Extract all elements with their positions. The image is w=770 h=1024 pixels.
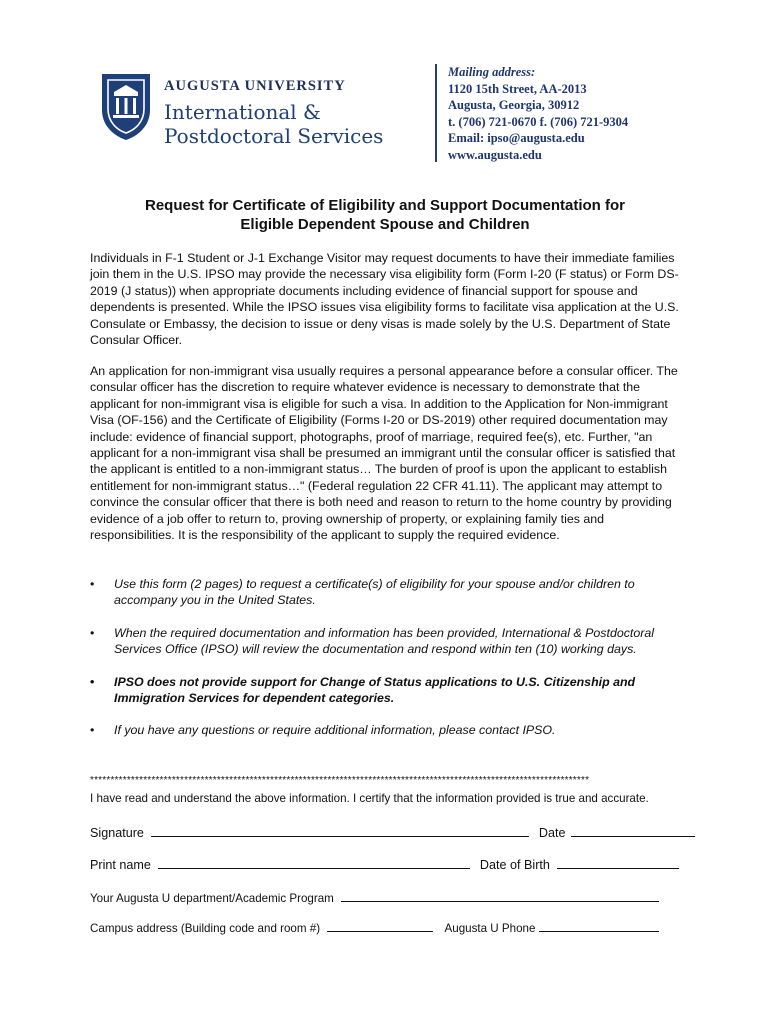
print-name-row <box>90 856 679 872</box>
title-line2: Eligible Dependent Spouse and Children <box>240 216 530 233</box>
date-field[interactable] <box>571 824 695 837</box>
bullet-text: If you have any questions or require additional information, please contact IPSO. <box>114 723 556 738</box>
date-label: Date <box>538 826 566 840</box>
signature-label: Signature <box>90 826 144 840</box>
list-item <box>90 576 700 609</box>
signature-field[interactable] <box>151 824 529 837</box>
mailing-title: Mailing address: <box>448 65 536 79</box>
bullet-text: IPSO does not provide support for Change of Status applications to U.S. Citizenship and Immigration Services for dependent categories. <box>114 674 636 706</box>
department-row <box>90 889 659 905</box>
page-title <box>60 196 710 234</box>
mailing-address-block <box>448 64 628 163</box>
bullet-text: When the required documentation and information has been provided, International & Postdoctoral Services Office (IPSO) will review the documentation and respond within ten (10) working days. <box>114 625 655 657</box>
phone-field[interactable] <box>539 919 659 932</box>
separator-line: ************************************************************************************************************************** <box>90 775 590 786</box>
department-field[interactable] <box>341 889 659 902</box>
consular-paragraph: An application for non-immigrant visa usually requires a personal appearance before a consular officer. The consular officer has the discretion to require whatever evidence is necessary to demonstrate that the applicant for non-immigrant visa is eligible for such a visa. In addition to the Application for Non-immigrant Visa (OF-156) and the Certificate of Eligibility (Forms I-20 or DS-2019) other required documentation may include: evidence of financial support, photographs, proof of marriage, required fee(s), etc. Further, "an applicant for a non-immigrant visa shall be presumed an immigrant until the consular officer is satisfied that the applicant is entitled to a non-immigrant status… The burden of proof is upon the applicant to establish entitlement for non-immigrant status…" (Federal regulation 22 CFR 41.11). The applicant may attempt to convince the consular officer that there is both need and reason to return to the home country by providing evidence of a job offer to return to, proving ownership of property, or explaining family ties and responsibilities. It is the responsibility of the applicant to supply the required evidence. <box>90 364 678 543</box>
phone-label: Augusta U Phone <box>444 922 536 935</box>
bullet-icon: • <box>90 674 95 689</box>
mailing-city: Augusta, Georgia, 30912 <box>448 98 580 112</box>
bullet-icon: • <box>90 625 95 640</box>
department-name-line1: International & <box>164 100 321 124</box>
mailing-email: Email: ipso@augusta.edu <box>448 131 585 145</box>
department-label: Your Augusta U department/Academic Program <box>90 892 334 905</box>
bullet-icon: • <box>90 577 95 591</box>
campus-row <box>90 919 659 935</box>
campus-address-label: Campus address (Building code and room #) <box>90 922 321 935</box>
department-name-line2: Postdoctoral Services <box>164 124 384 148</box>
bullet-text: Use this form (2 pages) to request a certificate(s) of eligibility for your spouse and/or children to accompany you in the United States. <box>114 577 635 608</box>
date-of-birth-field[interactable] <box>557 856 679 869</box>
print-name-field[interactable] <box>158 856 470 869</box>
certification-statement: I have read and understand the above information. I certify that the information provided is true and accurate. <box>90 792 649 805</box>
university-logo <box>100 72 400 152</box>
instruction-list <box>90 576 700 755</box>
list-item <box>90 674 700 707</box>
bullet-icon: • <box>90 723 95 738</box>
university-name: AUGUSTA UNIVERSITY <box>164 78 346 94</box>
intro-paragraph: Individuals in F-1 Student or J-1 Exchange Visitor may request documents to have their immediate families join them in the U.S. IPSO may provide the necessary visa eligibility form (Form I-20 (F status) or Form DS-2019 (J status)) when appropriate documents including evidence of financial support for spouse and dependents is presented. While the IPSO issues visa eligibility forms to facilitate visa application at the U.S. Consulate or Embassy, the decision to issue or deny visas is made solely by the U.S. Department of State Consular Officer. <box>90 251 679 348</box>
title-line1: Request for Certificate of Eligibility and Support Documentation for <box>144 197 626 214</box>
mailing-website: www.augusta.edu <box>448 147 542 162</box>
list-item <box>90 722 700 738</box>
print-name-label: Print name <box>90 858 151 872</box>
date-of-birth-label: Date of Birth <box>479 858 550 872</box>
campus-address-field[interactable] <box>327 919 433 932</box>
signature-row <box>90 824 695 840</box>
mailing-street: 1120 15th Street, AA-2013 <box>448 81 587 96</box>
shield-icon <box>100 72 152 142</box>
header-divider <box>435 64 437 162</box>
mailing-phone: t. (706) 721-0670 f. (706) 721-9304 <box>448 114 629 129</box>
list-item <box>90 625 700 658</box>
